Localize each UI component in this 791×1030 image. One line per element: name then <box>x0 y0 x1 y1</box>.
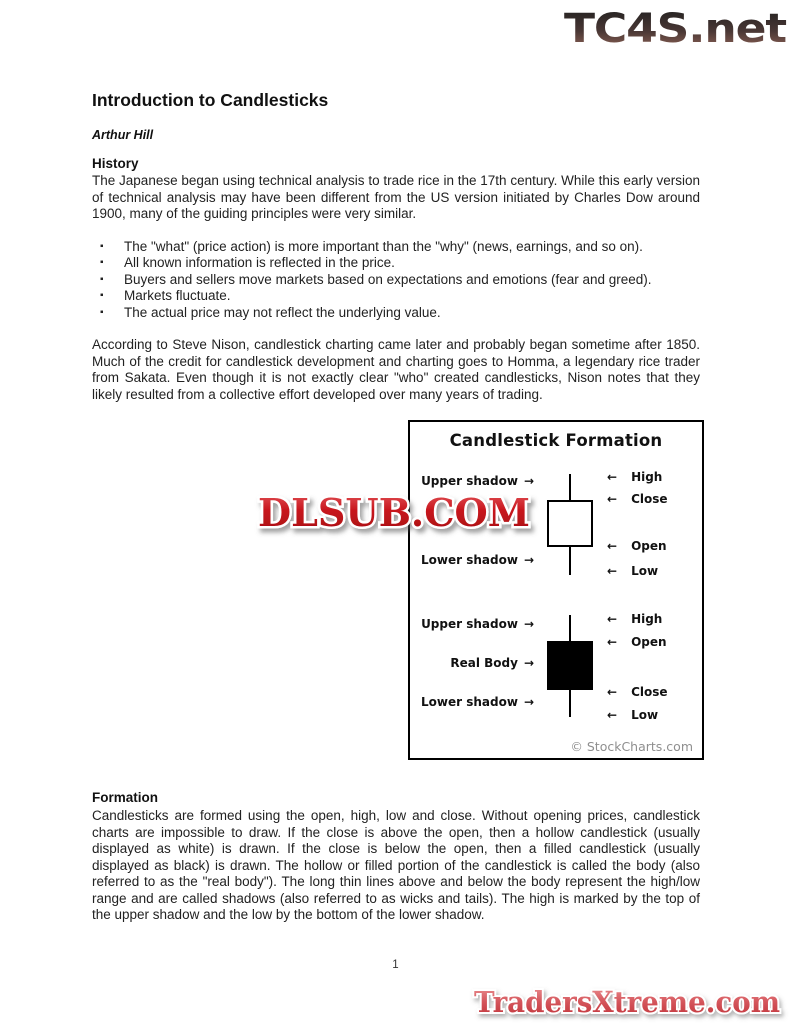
label-text: Lower shadow <box>421 553 518 567</box>
hollow-lower-wick <box>569 547 571 575</box>
low-label <box>607 708 658 723</box>
real-body-label <box>420 656 534 671</box>
label-text: Close <box>631 492 668 506</box>
tc4s-logo-text: TC4S.net <box>564 6 787 52</box>
list-item <box>92 255 700 271</box>
tradersxtreme-watermark <box>465 979 791 1030</box>
history-heading: History <box>92 156 139 171</box>
list-item-text: All known information is reflected in the price. <box>124 255 395 271</box>
list-item-text: The actual price may not reflect the underlying value. <box>124 304 441 320</box>
tc4s-logo-image <box>558 1 790 53</box>
arrow-left-icon: ← <box>607 470 618 484</box>
filled-upper-wick <box>569 615 571 641</box>
list-item-text: Buyers and sellers move markets based on expectations and emotions (fear and greed). <box>124 271 652 287</box>
label-text: Lower shadow <box>421 695 518 709</box>
open-label <box>607 539 667 554</box>
label-text: Upper shadow <box>421 617 518 631</box>
list-item-text: The "what" (price action) is more important than the "why" (news, earnings, and so on). <box>124 239 643 254</box>
arrow-right-icon: → <box>523 656 534 670</box>
list-item <box>92 239 700 255</box>
dlsub-watermark-text: DLSUB.COM <box>258 490 530 535</box>
list-item <box>92 305 700 321</box>
tc4s-logo <box>558 1 790 58</box>
label-text: Open <box>631 539 667 553</box>
dlsub-watermark <box>248 482 540 549</box>
list-item-text: Markets fluctuate. <box>124 288 231 304</box>
filled-candle-body <box>547 641 593 690</box>
label-text: Real Body <box>450 656 518 670</box>
list-item <box>92 288 700 304</box>
low-label <box>607 564 658 579</box>
arrow-right-icon: → <box>523 695 534 709</box>
nison-paragraph: According to Steve Nison, candlestick charting came later and probably began sometime after 1850. Much of the credit for candlestick development and charting goes to Homma, a legendary rice trader from Sakata. Even though it is not exactly clear "who" created candlesticks, Nison notes that they likely resulted from a collective effort developed over many years of trading. <box>92 337 700 402</box>
lower-shadow-label <box>420 695 534 710</box>
label-text: Low <box>631 708 659 722</box>
upper-shadow-label <box>420 617 534 632</box>
dlsub-watermark-image <box>248 482 540 544</box>
arrow-left-icon: ← <box>607 564 618 578</box>
arrow-left-icon: ← <box>607 539 618 553</box>
tradersxtreme-watermark-image <box>465 979 791 1025</box>
label-text: Close <box>631 685 668 699</box>
bullet-icon: ▪ <box>100 241 104 252</box>
arrow-left-icon: ← <box>607 708 618 722</box>
label-text: High <box>631 612 663 626</box>
bullet-icon: ▪ <box>100 306 104 318</box>
bullet-icon: ▪ <box>100 290 104 302</box>
page-title: Introduction to Candlesticks <box>92 90 329 110</box>
close-label <box>607 492 668 507</box>
arrow-right-icon: → <box>523 553 534 567</box>
label-text: Low <box>631 564 659 578</box>
label-text: Upper shadow <box>421 474 518 488</box>
high-label <box>607 470 662 485</box>
candlestick-formation-diagram <box>408 420 704 760</box>
lower-shadow-label <box>420 553 534 568</box>
bullet-icon: ▪ <box>100 273 104 285</box>
diagram-title: Candlestick Formation <box>449 431 663 450</box>
stockcharts-credit: © StockCharts.com <box>570 739 693 754</box>
close-label <box>607 685 668 700</box>
arrow-left-icon: ← <box>607 492 618 506</box>
hollow-upper-wick <box>569 474 571 500</box>
bullet-icon: ▪ <box>100 257 104 269</box>
arrow-left-icon: ← <box>607 612 618 626</box>
arrow-right-icon: → <box>523 474 534 488</box>
author-byline: Arthur Hill <box>92 128 154 142</box>
history-paragraph: The Japanese began using technical analysis to trade rice in the 17th century. While this early version of technical analysis may have been different from the US version initiated by Charles Dow around 1900, many of the guiding principles were very similar. <box>92 173 700 221</box>
tradersxtreme-watermark-text: TradersXtreme.com <box>474 985 781 1019</box>
open-label <box>607 635 667 650</box>
formation-heading: Formation <box>92 790 158 805</box>
arrow-right-icon: → <box>523 617 534 631</box>
label-text: Open <box>631 635 667 649</box>
label-text: High <box>631 470 663 484</box>
hollow-candle-body <box>547 500 593 547</box>
principles-bullet-list <box>92 239 700 321</box>
arrow-left-icon: ← <box>607 685 618 699</box>
formation-paragraph: Candlesticks are formed using the open, high, low and close. Without opening prices, candlestick charts are impossible to draw. If the close is above the open, then a hollow candlestick (usually displayed as white) is drawn. If the close is below the open, then a filled candlestick (usually displayed as black) is drawn. The hollow or filled portion of the candlestick is called the body (also referred to as the "real body"). The long thin lines above and below the body represent the high/low range and are called shadows (also referred to as wicks and tails). The high is marked by the top of the upper shadow and the low by the bottom of the lower shadow. <box>92 808 700 922</box>
page-number: 1 <box>392 959 399 971</box>
high-label <box>607 612 662 627</box>
list-item <box>92 272 700 288</box>
arrow-left-icon: ← <box>607 635 618 649</box>
filled-lower-wick <box>569 690 571 717</box>
